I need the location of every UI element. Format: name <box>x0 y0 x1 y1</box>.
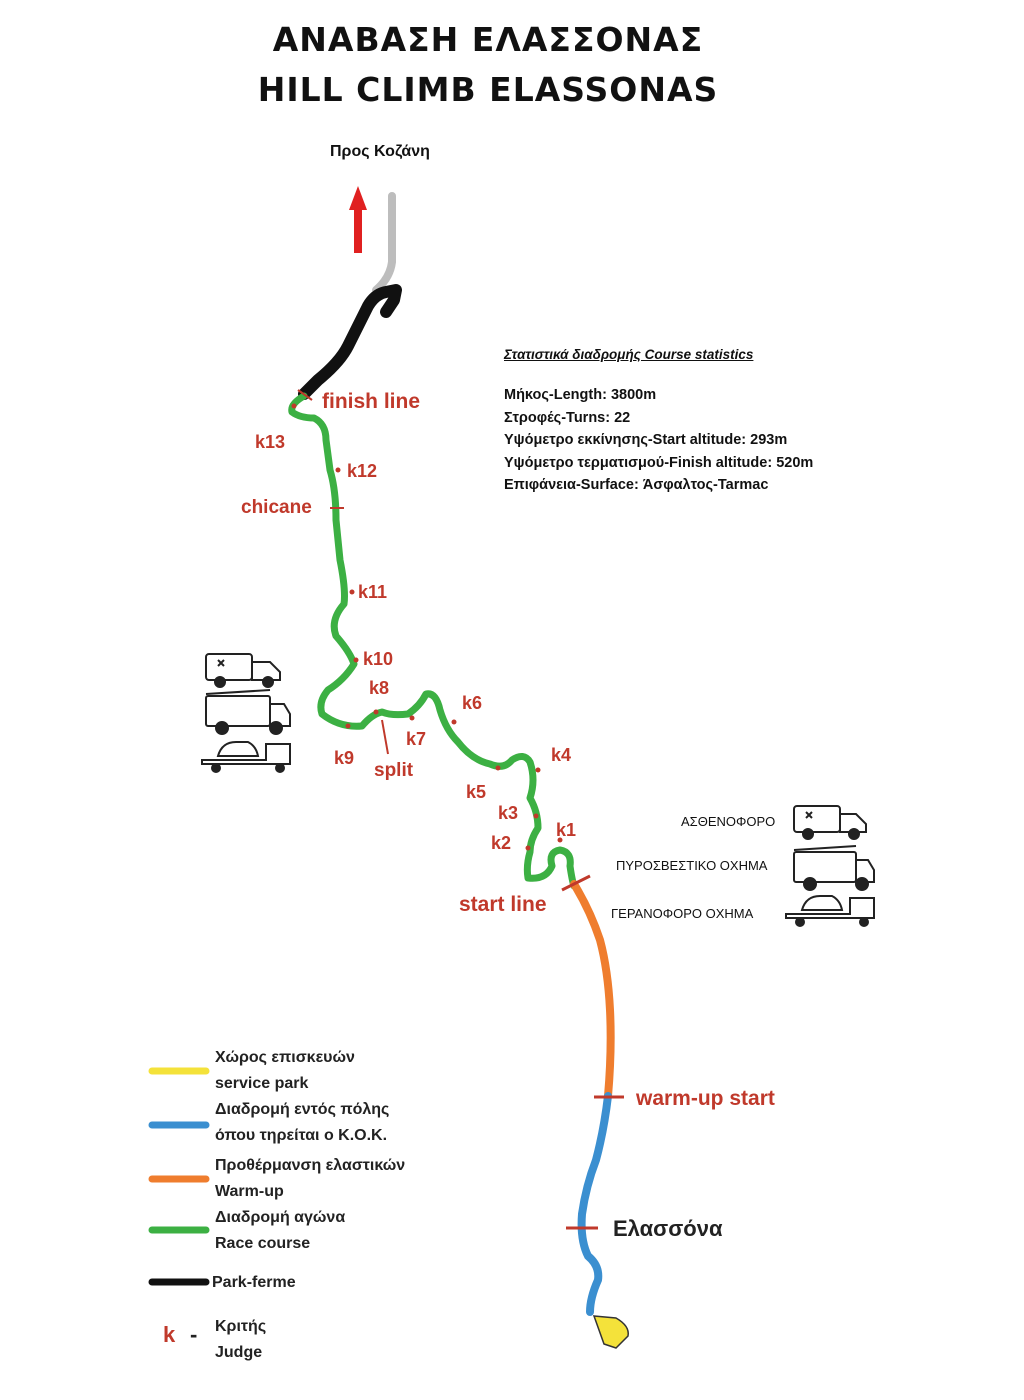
legend-city-line2: όπου τηρείται ο Κ.Ο.Κ. <box>215 1127 388 1144</box>
course-statistics <box>504 347 813 497</box>
judge-label-k11: k11 <box>358 582 388 602</box>
split-tick <box>382 720 388 754</box>
judge-dot-k12 <box>336 468 341 473</box>
judge-label-k8: k8 <box>369 678 390 698</box>
legend-judge-line1: Κριτής <box>215 1318 267 1335</box>
fire-truck-icon <box>206 690 290 734</box>
warmup-route <box>574 884 611 1096</box>
road-to-kozani <box>376 196 392 290</box>
judge-dot-k8 <box>374 710 379 715</box>
legend-service-line1: Χώρος επισκευών <box>215 1049 355 1066</box>
judge-dot-k2 <box>526 846 531 851</box>
ambulance-label: ΑΣΘΕΝΟΦΟΡΟ <box>681 814 776 829</box>
legend-service-line2: service park <box>215 1075 309 1092</box>
judge-label-k7: k7 <box>406 729 427 749</box>
chicane-label: chicane <box>241 497 312 518</box>
judge-label-k3: k3 <box>498 803 519 823</box>
legend-city-line1: Διαδρομή εντός πόλης <box>215 1101 390 1118</box>
judge-dot-k6 <box>452 720 457 725</box>
stats-heading: Στατιστικά διαδρομής Course statistics <box>504 347 754 362</box>
stat-turns: Στροφές-Turns: 22 <box>504 409 631 426</box>
judge-dot-k7 <box>410 716 415 721</box>
start-line-label: start line <box>459 893 547 916</box>
legend-warmup-line2: Warm-up <box>215 1183 284 1200</box>
ambulance-icon-right <box>794 806 866 839</box>
judge-label-k4: k4 <box>551 745 572 765</box>
judge-label-k9: k9 <box>334 748 355 768</box>
judge-dot-k10 <box>354 658 359 663</box>
legend-judge-line2: Judge <box>215 1344 263 1361</box>
judge-dot-k5 <box>496 766 501 771</box>
map-title-english: HILL CLIMB ELASSONAS <box>257 70 719 109</box>
service-park-area <box>594 1316 628 1348</box>
judge-dot-k9 <box>346 724 351 729</box>
legend-warmup-line1: Προθέρμανση ελαστικών <box>215 1157 406 1174</box>
fire-truck-label: ΠΥΡΟΣΒΕΣΤΙΚΟ ΟΧΗΜΑ <box>616 858 768 873</box>
tow-truck-icon <box>202 742 290 772</box>
tow-truck-label: ΓΕΡΑΝΟΦΟΡΟ ΟΧΗΜΑ <box>611 906 754 921</box>
legend-judge <box>215 1314 266 1366</box>
judge-dot-k11 <box>350 590 355 595</box>
judge-dot-k3 <box>534 814 539 819</box>
direction-label: Προς Κοζάνη <box>330 143 430 160</box>
fire-truck-icon-right <box>794 846 874 890</box>
legend-city <box>215 1097 389 1149</box>
legend-race-line2: Race course <box>215 1235 311 1252</box>
judge-label-k12: k12 <box>347 461 378 481</box>
judge-label-k13: k13 <box>255 432 286 452</box>
legend-warmup <box>215 1153 405 1205</box>
map-title-greek: ΑΝΑΒΑΣΗ ΕΛΑΣΣΟΝΑΣ <box>272 20 704 59</box>
north-arrow-icon <box>349 186 367 253</box>
legend-parc <box>212 1270 296 1296</box>
tow-truck-icon-right <box>786 896 874 926</box>
judge-label-k2: k2 <box>491 833 512 853</box>
legend-parc-line1: Park-ferme <box>212 1274 296 1291</box>
legend-race-line1: Διαδρομή αγώνα <box>215 1209 346 1226</box>
ambulance-icon <box>206 654 280 687</box>
legend-judge-dash: - <box>190 1322 198 1347</box>
judge-label-k6: k6 <box>462 693 483 713</box>
legend-judge-symbol: k <box>163 1322 176 1347</box>
finish-line-label: finish line <box>322 390 421 413</box>
place-label-elassona: Ελασσόνα <box>613 1216 723 1241</box>
warmup-start-label: warm-up start <box>636 1087 775 1110</box>
judge-label-k5: k5 <box>466 782 487 802</box>
park-ferme-route <box>304 290 396 394</box>
judge-label-k1: k1 <box>556 820 577 840</box>
judge-label-k10: k10 <box>363 649 394 669</box>
stat-finish-altitude: Υψόμετρο τερματισμού-Finish altitude: 520m <box>504 454 814 471</box>
city-route <box>582 1096 608 1312</box>
legend-race <box>215 1205 345 1257</box>
stat-length: Μήκος-Length: 3800m <box>504 387 657 403</box>
legend-service <box>215 1045 355 1097</box>
stat-start-altitude: Υψόμετρο εκκίνησης-Start altitude: 293m <box>504 432 788 448</box>
split-label: split <box>374 760 414 781</box>
judge-dot-k13 <box>292 404 297 409</box>
judge-dot-k4 <box>536 768 541 773</box>
stat-surface: Επιφάνεια-Surface: Άσφαλτος-Tarmac <box>504 477 769 493</box>
